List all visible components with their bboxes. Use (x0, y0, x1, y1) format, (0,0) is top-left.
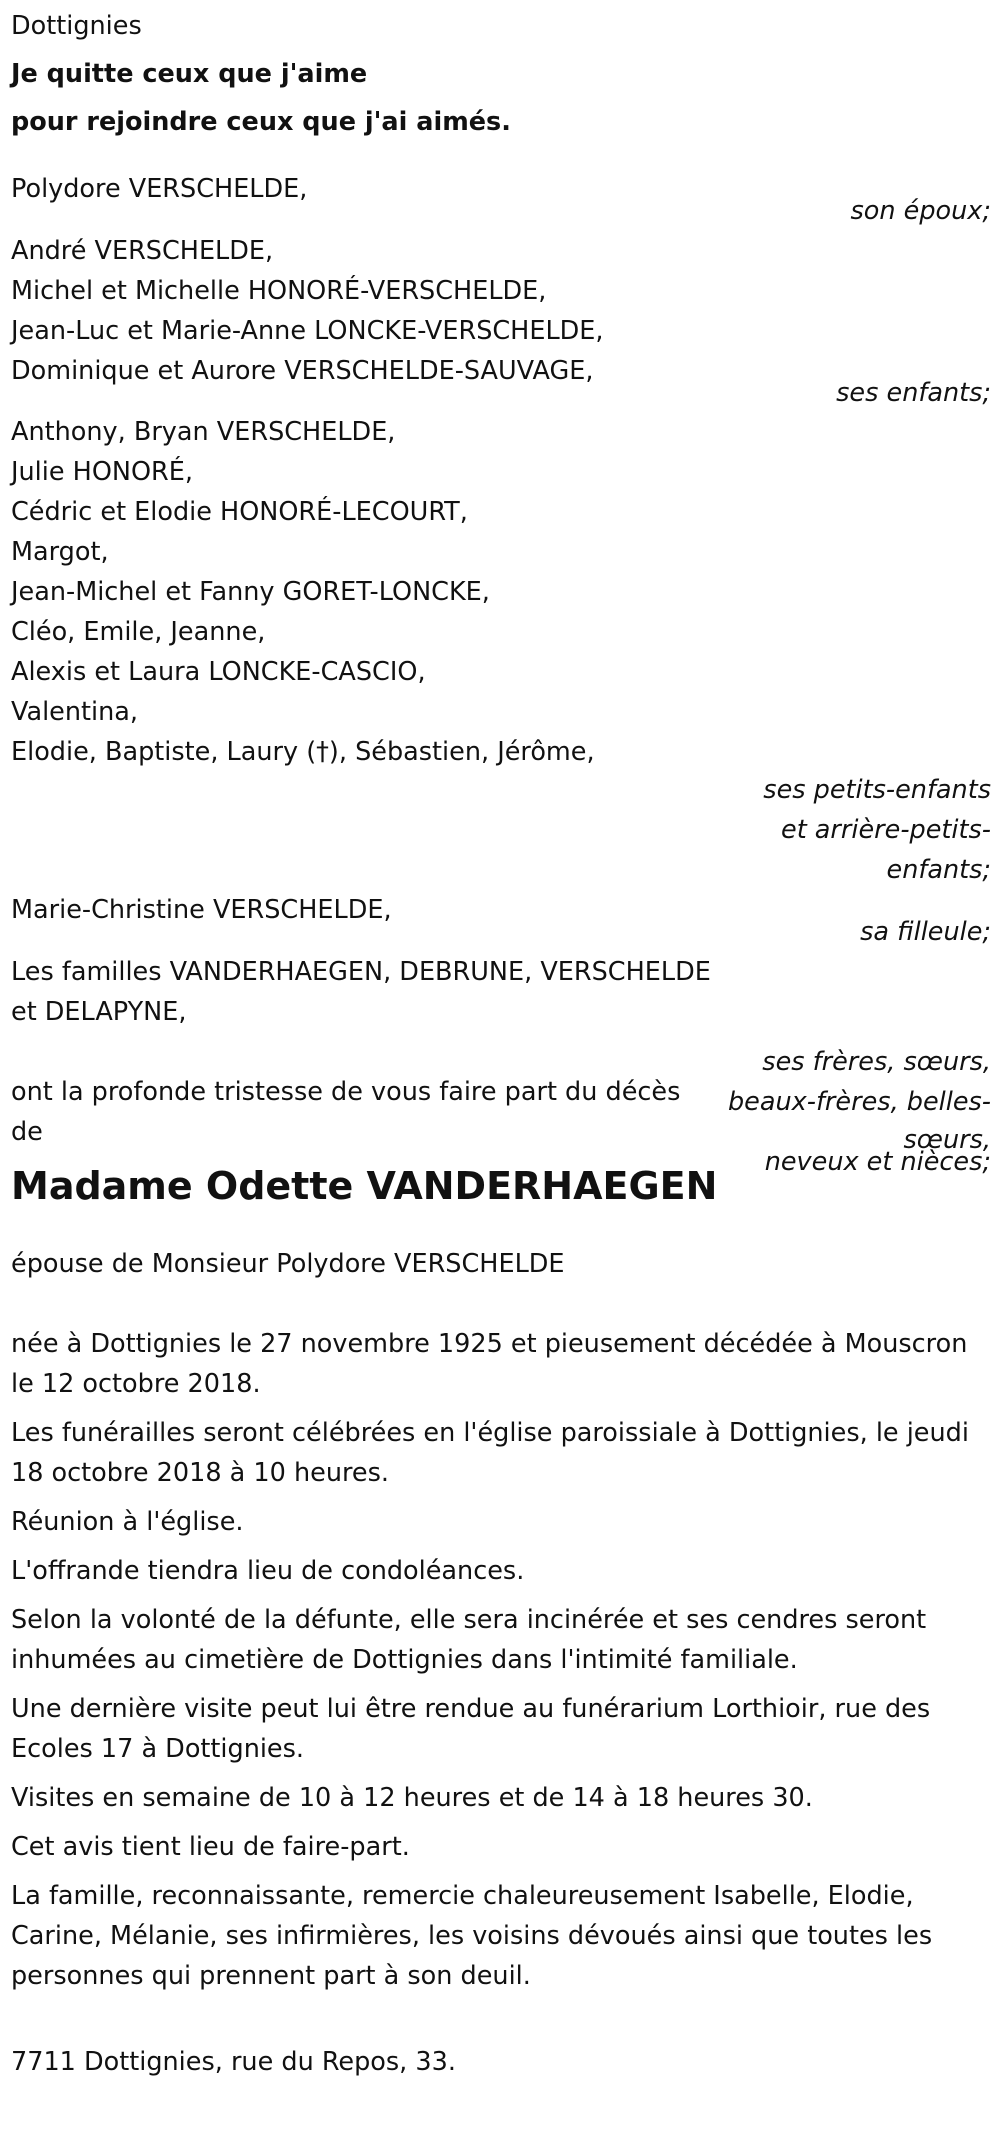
family-role: ses petits-enfants (763, 775, 991, 805)
family-name: Cédric et Elodie HONORÉ-LECOURT, (11, 497, 468, 527)
family-role: son époux; (850, 196, 991, 226)
family-name: Michel et Michelle HONORÉ-VERSCHELDE, (11, 276, 547, 306)
quote-line-2: pour rejoindre ceux que j'ai aimés. (11, 107, 511, 137)
family-group-spouse (11, 169, 991, 231)
family-group-grandchildren (11, 412, 991, 890)
family-name: Polydore VERSCHELDE, (11, 174, 308, 204)
family-name: Marie-Christine VERSCHELDE, (11, 895, 392, 925)
details (11, 1324, 991, 1996)
address-line: 7711 Dottignies, rue du Repos, 33. (11, 2047, 456, 2077)
announcement-line: de (11, 1117, 43, 1147)
family-name: Cléo, Emile, Jeanne, (11, 617, 266, 647)
paragraph-meeting: Réunion à l'église. (11, 1507, 244, 1537)
family-role: neveux et nièces; (764, 1147, 991, 1177)
family-name: André VERSCHELDE, (11, 236, 274, 266)
paragraph-birth-death: née à Dottignies le 27 novembre 1925 et pieusement décédée à Mouscron le 12 octobre 2018. (11, 1329, 968, 1399)
announcement-line: ont la profonde tristesse de vous faire part du décès (11, 1077, 681, 1107)
family-role: sa filleule; (860, 917, 991, 947)
family-group-siblings (11, 952, 991, 1177)
family-role: ses frères, sœurs, (762, 1047, 991, 1077)
siblings-role (728, 1042, 991, 1182)
family-name: Julie HONORÉ, (11, 457, 193, 487)
family-name: Jean-Luc et Marie-Anne LONCKE-VERSCHELDE, (11, 316, 604, 346)
family-name: Anthony, Bryan VERSCHELDE, (11, 417, 396, 447)
deceased-name: Madame Odette VANDERHAEGEN (11, 1164, 718, 1208)
family-name: Jean-Michel et Fanny GORET-LONCKE, (11, 577, 490, 607)
family-group-goddaughter (11, 890, 991, 952)
family-name: Elodie, Baptiste, Laury (†), Sébastien, Jérôme, (11, 737, 595, 767)
family-name: Dominique et Aurore VERSCHELDE-SAUVAGE, (11, 356, 594, 386)
family-name: Valentina, (11, 697, 139, 727)
spouse-line: épouse de Monsieur Polydore VERSCHELDE (11, 1249, 565, 1279)
family-role: sœurs, (903, 1125, 991, 1155)
paragraph-offering: L'offrande tiendra lieu de condoléances. (11, 1556, 525, 1586)
paragraph-thanks: La famille, reconnaissante, remercie chaleureusement Isabelle, Elodie, Carine, Mélanie, ses infirmières, les voisins dévoués ainsi que toutes les personnes qui prennent part à son deuil. (11, 1881, 933, 1991)
header (11, 0, 991, 142)
family-role: enfants; (886, 855, 991, 885)
paragraph-notice: Cet avis tient lieu de faire-part. (11, 1832, 410, 1862)
quote-line-1: Je quitte ceux que j'aime (11, 59, 368, 89)
family-name: et DELAPYNE, (11, 997, 187, 1027)
paragraph-visit: Une dernière visite peut lui être rendue au funérarium Lorthioir, rue des Ecoles 17 à Dottignies. (11, 1694, 931, 1764)
place-name: Dottignies (11, 11, 142, 41)
paragraph-funeral: Les funérailles seront célébrées en l'église paroissiale à Dottignies, le jeudi 18 octobre 2018 à 10 heures. (11, 1418, 969, 1488)
family-role: ses enfants; (836, 378, 991, 408)
family-name: Margot, (11, 537, 109, 567)
family-role: et arrière-petits- (781, 815, 991, 845)
family-name: Alexis et Laura LONCKE-CASCIO, (11, 657, 426, 687)
family-role: beaux-frères, belles- (728, 1087, 991, 1117)
obituary-notice (11, 0, 991, 2082)
paragraph-cremation: Selon la volonté de la défunte, elle sera incinérée et ses cendres seront inhumées au cimetière de Dottignies dans l'intimité familiale. (11, 1605, 927, 1675)
paragraph-visit-hours: Visites en semaine de 10 à 12 heures et de 14 à 18 heures 30. (11, 1783, 813, 1813)
family-group-children (11, 231, 991, 413)
family-name: Les familles VANDERHAEGEN, DEBRUNE, VERSCHELDE (11, 957, 711, 987)
